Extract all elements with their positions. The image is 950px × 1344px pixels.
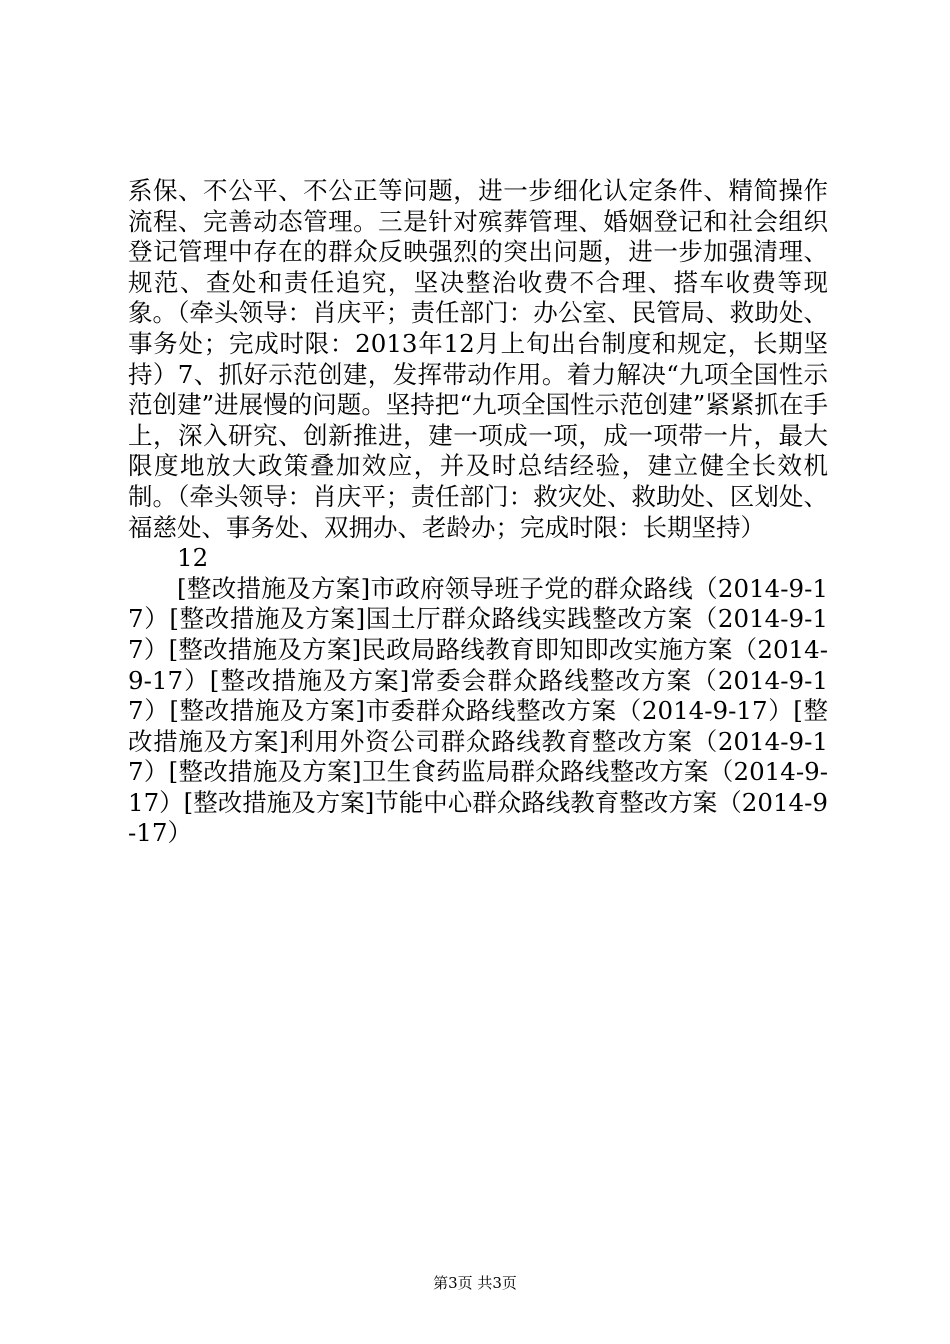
page-marker: 12 bbox=[177, 543, 209, 573]
related-links-paragraph: [整改措施及方案]市政府领导班子党的群众路线（2014-9-17）[整改措施及方案]国土厅群众路线实践整改方案（2014-9-17）[整改措施及方案]民政局路线教育即知即改实施方案（2014-9-17）[整改措施及方案]常委会群众路线整改方案（2014-9-17）[整改措施及方案]市委群众路线整改方案（2014-9-17）[整改措施及方案]利用外资公司群众路线教育整改方案（2014-9-17）[整改措施及方案]卫生食药监局群众路线整改方案（2014-9-17）[整改措施及方案]节能中心群众路线教育整改方案（2014-9-17） bbox=[128, 573, 829, 848]
document-body bbox=[128, 176, 828, 849]
page-footer: 第3页 共3页 bbox=[433, 1274, 517, 1292]
body-paragraph: 系保、不公平、不公正等问题，进一步细化认定条件、精简操作流程、完善动态管理。三是针对殡葬管理、婚姻登记和社会组织登记管理中存在的群众反映强烈的突出问题，进一步加强清理、规范、查处和责任追究，坚决整治收费不合理、搭车收费等现象。（牵头领导：肖庆平；责任部门：办公室、民管局、救助处、事务处；完成时限：2013年12月上旬出台制度和规定，长期坚持）7、抓好示范创建，发挥带动作用。着力解决“九项全国性示范创建”进展慢的问题。坚持把“九项全国性示范创建”紧紧抓在手上，深入研究、创新推进，建一项成一项，成一项带一片，最大限度地放大政策叠加效应，并及时总结经验，建立健全长效机制。（牵头领导：肖庆平；责任部门：救灾处、救助处、区划处、福慈处、事务处、双拥办、老龄办；完成时限：长期坚持） bbox=[128, 176, 828, 542]
